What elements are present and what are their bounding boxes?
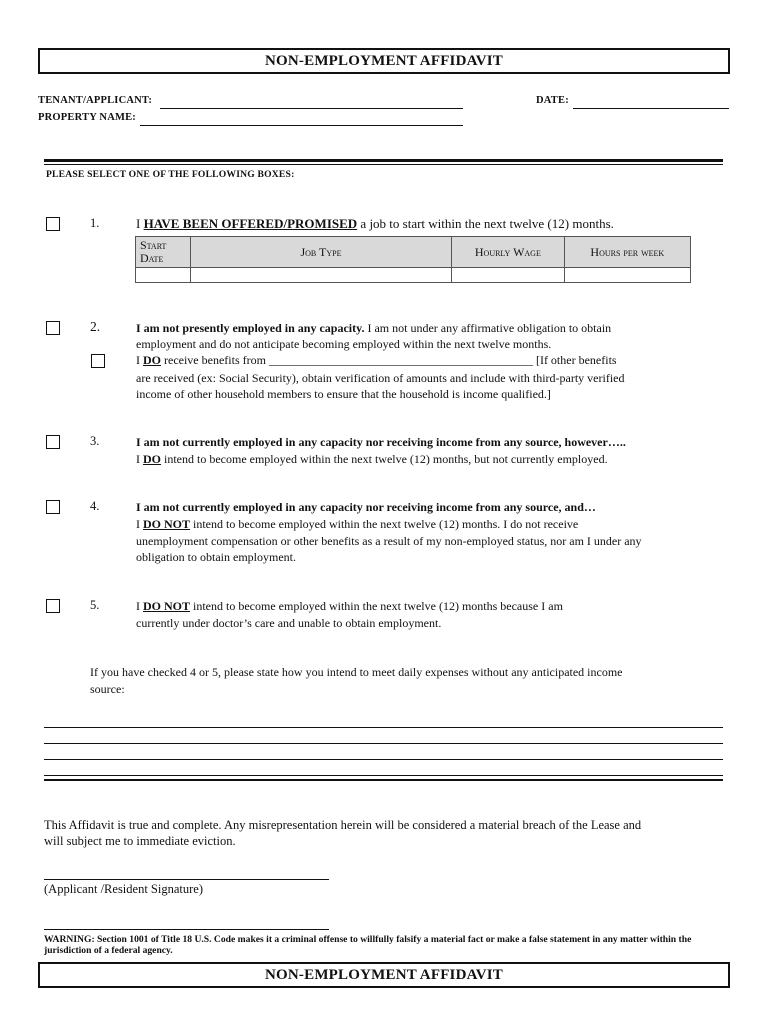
option-4-line-3: obligation to obtain employment. bbox=[136, 550, 296, 564]
header-start-date: Start Date bbox=[136, 237, 191, 268]
footer-title: NON-EMPLOYMENT AFFIDAVIT bbox=[38, 962, 730, 988]
property-field[interactable] bbox=[140, 125, 463, 126]
section-divider bbox=[44, 159, 723, 162]
checkbox-option-4[interactable] bbox=[46, 500, 60, 514]
option-4-line-2: unemployment compensation or other benefits as a result of my non-employed status, nor am I under any bbox=[136, 534, 642, 548]
option-1-number: 1. bbox=[90, 216, 100, 230]
header-hourly-wage: Hourly Wage bbox=[452, 237, 564, 268]
option-1-emphasis: HAVE BEEN OFFERED/PROMISED bbox=[143, 216, 358, 231]
signature-label: (Applicant /Resident Signature) bbox=[44, 882, 203, 896]
cell-hours-per-week[interactable] bbox=[564, 268, 690, 283]
option-3-heading: I am not currently employed in any capacity nor receiving income from any source, however….. bbox=[136, 435, 626, 449]
header-hours-per-week: Hours per week bbox=[564, 237, 690, 268]
cell-job-type[interactable] bbox=[190, 268, 451, 283]
option-5-line-2: currently under doctor’s care and unable to obtain employment. bbox=[136, 616, 442, 630]
option-1-text: I HAVE BEEN OFFERED/PROMISED a job to start within the next twelve (12) months. bbox=[136, 216, 614, 231]
option-4-emphasis: DO NOT bbox=[143, 517, 191, 531]
option-5-text: I DO NOT intend to become employed within the next twelve (12) months because I am bbox=[136, 599, 563, 613]
checkbox-option-5[interactable] bbox=[46, 599, 60, 613]
date-label: DATE: bbox=[536, 95, 569, 106]
checkbox-option-2-benefits[interactable] bbox=[91, 354, 105, 368]
cell-start-date[interactable] bbox=[136, 268, 191, 283]
option-2-benefits-line-2: are received (ex: Social Security), obtain verification of amounts and include with third-party verified bbox=[136, 371, 625, 385]
option-3-text: I DO intend to become employed within the next twelve (12) months, but not currently employed. bbox=[136, 452, 608, 466]
option-2-number: 2. bbox=[90, 319, 101, 334]
expenses-prompt-2: source: bbox=[90, 682, 125, 696]
checkbox-option-3[interactable] bbox=[46, 435, 60, 449]
answer-line-1[interactable] bbox=[44, 727, 723, 728]
option-5-number: 5. bbox=[90, 598, 100, 612]
option-4-number: 4. bbox=[90, 499, 100, 513]
checkbox-option-2[interactable] bbox=[46, 321, 60, 335]
page-title: NON-EMPLOYMENT AFFIDAVIT bbox=[38, 48, 730, 74]
second-signature-line[interactable] bbox=[44, 929, 329, 930]
date-field[interactable] bbox=[573, 108, 729, 109]
header-job-type: Job Type bbox=[190, 237, 451, 268]
signature-line[interactable] bbox=[44, 879, 329, 880]
option-2-emphasis: DO bbox=[143, 353, 161, 367]
section-divider-thin bbox=[44, 164, 723, 165]
option-4-heading: I am not currently employed in any capacity nor receiving income from any source, and… bbox=[136, 500, 596, 514]
answer-line-2[interactable] bbox=[44, 743, 723, 744]
affidavit-statement: This Affidavit is true and complete. Any misrepresentation herein will be considered a material breach of the Lease and bbox=[44, 818, 642, 832]
instruction: PLEASE SELECT ONE OF THE FOLLOWING BOXES: bbox=[46, 169, 295, 180]
tenant-field[interactable] bbox=[160, 108, 463, 109]
answer-line-4[interactable] bbox=[44, 775, 723, 776]
option-2-line-1: I am not presently employed in any capacity. I am not under any affirmative obligation to obtain bbox=[136, 321, 612, 335]
option-2-benefits-line: I DO receive benefits from ____________________________________________ [If other benefits bbox=[136, 353, 617, 367]
affidavit-statement-2: will subject me to immediate eviction. bbox=[44, 834, 236, 848]
checkbox-option-1[interactable] bbox=[46, 217, 60, 231]
warning-text: WARNING: Section 1001 of Title 18 U.S. Code makes it a criminal offense to willfully falsify a material fact or make a false statement in any matter within the jurisdiction of a federal agency. bbox=[44, 934, 692, 956]
answer-line-3[interactable] bbox=[44, 759, 723, 760]
tenant-label: TENANT/APPLICANT: bbox=[38, 95, 153, 106]
option-2-benefits-line-3: income of other household members to ensure that the household is income qualified.] bbox=[136, 387, 551, 401]
option-2-line-2: employment and do not anticipate becoming employed within the next twelve months. bbox=[136, 337, 552, 351]
cell-hourly-wage[interactable] bbox=[452, 268, 564, 283]
option-3-number: 3. bbox=[90, 434, 100, 448]
job-table bbox=[135, 236, 691, 283]
option-4-text: I DO NOT intend to become employed within the next twelve (12) months. I do not receive bbox=[136, 517, 579, 531]
table-row bbox=[136, 268, 691, 283]
option-3-emphasis: DO bbox=[143, 452, 161, 466]
property-label: PROPERTY NAME: bbox=[38, 112, 136, 123]
answer-divider bbox=[44, 779, 723, 781]
expenses-prompt: If you have checked 4 or 5, please state how you intend to meet daily expenses without any anticipated income bbox=[90, 665, 623, 679]
option-5-emphasis: DO NOT bbox=[143, 599, 191, 613]
